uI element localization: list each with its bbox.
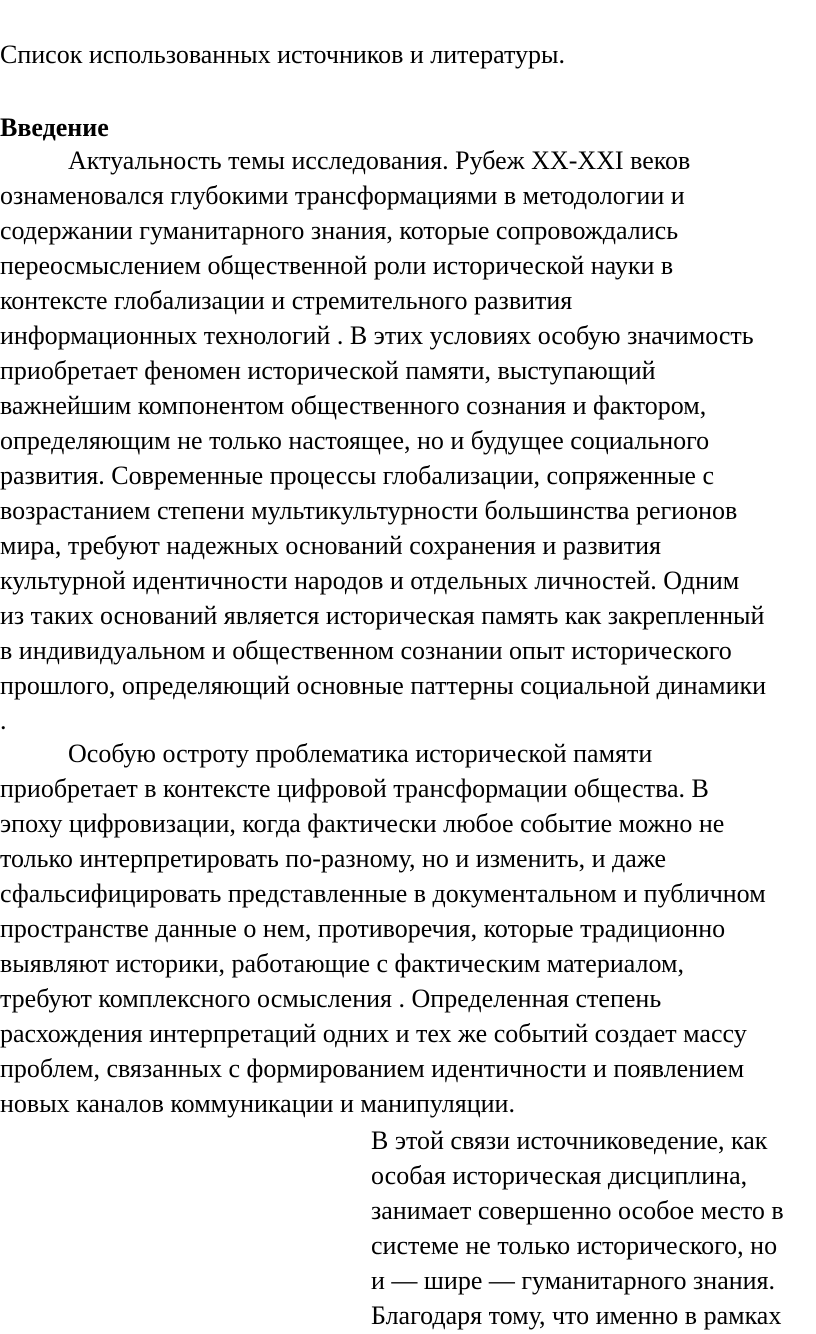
paragraph-line: требуют комплексного осмысления . Определенная степень (0, 984, 662, 1013)
paragraph-line: В этой связи источниковедение, как (371, 1126, 768, 1155)
paragraph-line: только интерпретировать по-разному, но и изменить, и даже (0, 844, 666, 873)
paragraph-line: пространстве данные о нем, противоречия, которые традиционно (0, 914, 726, 943)
paragraph-line: культурной идентичности народов и отдельных личностей. Одним (0, 566, 740, 595)
paragraph-line: ознаменовался глубокими трансформациями в методологии и (0, 181, 685, 210)
paragraph-line: новых каналов коммуникации и манипуляции. (0, 1089, 515, 1118)
section-heading: Введение (0, 113, 109, 142)
paragraph-line: Особую остроту проблематика исторической памяти (68, 739, 653, 768)
paragraph-line: развития. Современные процессы глобализации, сопряженные с (0, 461, 714, 490)
paragraph-line: приобретает в контексте цифровой трансформации общества. В (0, 774, 709, 803)
paragraph-line: выявляют историки, работающие с фактическим материалом, (0, 949, 684, 978)
paragraph-line: Благодаря тому, что именно в рамках (371, 1301, 782, 1330)
paragraph-line: проблем, связанных с формированием идентичности и появлением (0, 1054, 745, 1083)
paragraph-line: особая историческая дисциплина, (371, 1161, 748, 1190)
paragraph-line: важнейшим компонентом общественного сознания и фактором, (0, 391, 707, 420)
paragraph-line: Актуальность темы исследования. Рубеж XX-XXI веков (68, 146, 691, 175)
paragraph-line: . (0, 706, 7, 735)
paragraph-line: сфальсифицировать представленные в документальном и публичном (0, 879, 766, 908)
paragraph-line: занимает совершенно особое место в (371, 1196, 784, 1225)
paragraph-line: определяющим не только настоящее, но и будущее социального (0, 426, 710, 455)
paragraph-line: системе не только исторического, но (371, 1231, 778, 1260)
paragraph-line: переосмыслением общественной роли исторической науки в (0, 251, 674, 280)
toc-line: Список использованных источников и литературы. (0, 40, 565, 69)
paragraph-line: и — шире — гуманитарного знания. (371, 1266, 776, 1295)
paragraph-line: в индивидуальном и общественном сознании опыт исторического (0, 636, 732, 665)
paragraph-line: прошлого, определяющий основные паттерны социальной динамики (0, 671, 767, 700)
paragraph-line: возрастанием степени мультикультурности большинства регионов (0, 496, 738, 525)
paragraph-line: приобретает феномен исторической памяти, выступающий (0, 356, 656, 385)
paragraph-line: мира, требуют надежных оснований сохранения и развития (0, 531, 662, 560)
paragraph-line: содержании гуманитарного знания, которые сопровождались (0, 216, 679, 245)
paragraph-line: эпоху цифровизации, когда фактически любое событие можно не (0, 809, 725, 838)
paragraph-line: из таких оснований является историческая память как закрепленный (0, 601, 765, 630)
paragraph-line: контексте глобализации и стремительного развития (0, 286, 573, 315)
paragraph-line: расхождения интерпретаций одних и тех же событий создает массу (0, 1019, 747, 1048)
paragraph-line: информационных технологий . В этих условиях особую значимость (0, 321, 754, 350)
